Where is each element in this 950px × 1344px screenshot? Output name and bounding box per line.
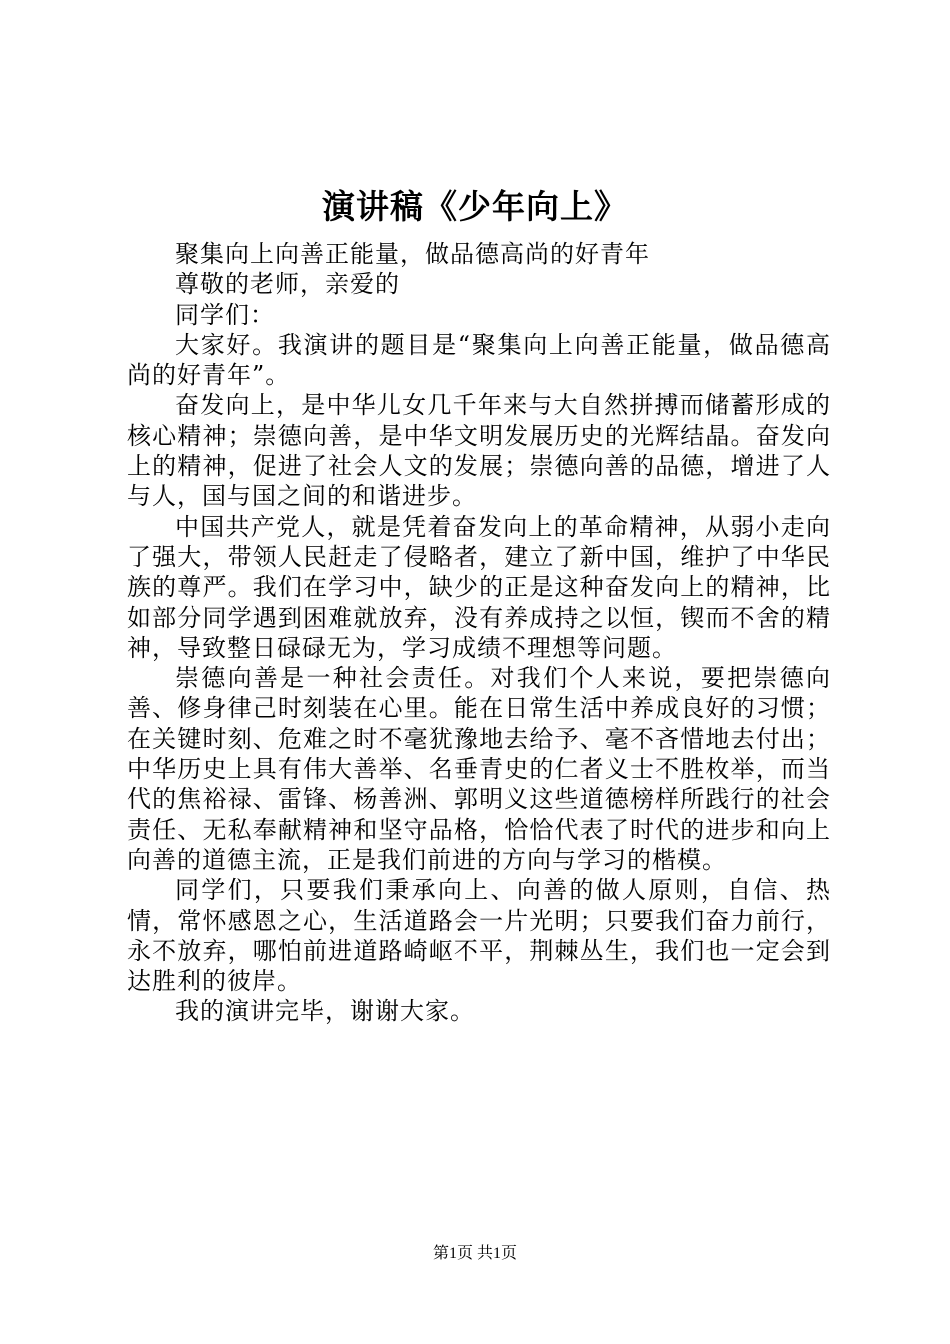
document-title: 演讲稿《少年向上》 xyxy=(322,187,628,226)
body-paragraph: 崇德向善是一种社会责任。对我们个人来说，要把崇德向善、修身律己时刻装在心里。能在日常生活中养成良好的习惯；在关键时刻、危难之时不毫犹豫地去给予、毫不吝惜地去付出；中华历史上具有伟大善举、名垂青史的仁者义士不胜枚举，而当代的焦裕禄、雷锋、杨善洲、郭明义这些道德榜样所践行的社会责任、无私奉献精神和坚守品格，恰恰代表了时代的进步和向上向善的道德主流，正是我们前进的方向与学习的楷模。 xyxy=(127,664,831,874)
subtitle-paragraph: 聚集向上向善正能量，做品德高尚的好青年 xyxy=(175,240,650,268)
body-paragraph: 同学们，只要我们秉承向上、向善的做人原则，自信、热情，常怀感恩之心，生活道路会一片光明；只要我们奋力前行，永不放弃，哪怕前进道路崎岖不平，荆棘丛生，我们也一定会到达胜利的彼岸。 xyxy=(127,876,831,996)
salutation-line-2: 同学们： xyxy=(175,300,275,329)
page-footer: 第1页 共1页 xyxy=(432,1245,517,1262)
salutation-line-1: 尊敬的老师，亲爱的 xyxy=(175,270,400,299)
body-paragraph: 大家好。我演讲的题目是“聚集向上向善正能量，做品德高尚的好青年”。 xyxy=(127,330,831,390)
closing-paragraph: 我的演讲完毕，谢谢大家。 xyxy=(175,997,475,1026)
document-body xyxy=(127,239,831,1027)
body-paragraph: 奋发向上，是中华儿女几千年来与大自然拼搏而储蓄形成的核心精神；崇德向善，是中华文明发展历史的光辉结晶。奋发向上的精神，促进了社会人文的发展；崇德向善的品德，增进了人与人，国与国之间的和谐进步。 xyxy=(127,391,831,511)
body-paragraph: 中国共产党人，就是凭着奋发向上的革命精神，从弱小走向了强大，带领人民赶走了侵略者，建立了新中国，维护了中华民族的尊严。我们在学习中，缺少的正是这种奋发向上的精神，比如部分同学遇到困难就放弃，没有养成持之以恒，锲而不舍的精神，导致整日碌碌无为，学习成绩不理想等问题。 xyxy=(127,512,831,662)
